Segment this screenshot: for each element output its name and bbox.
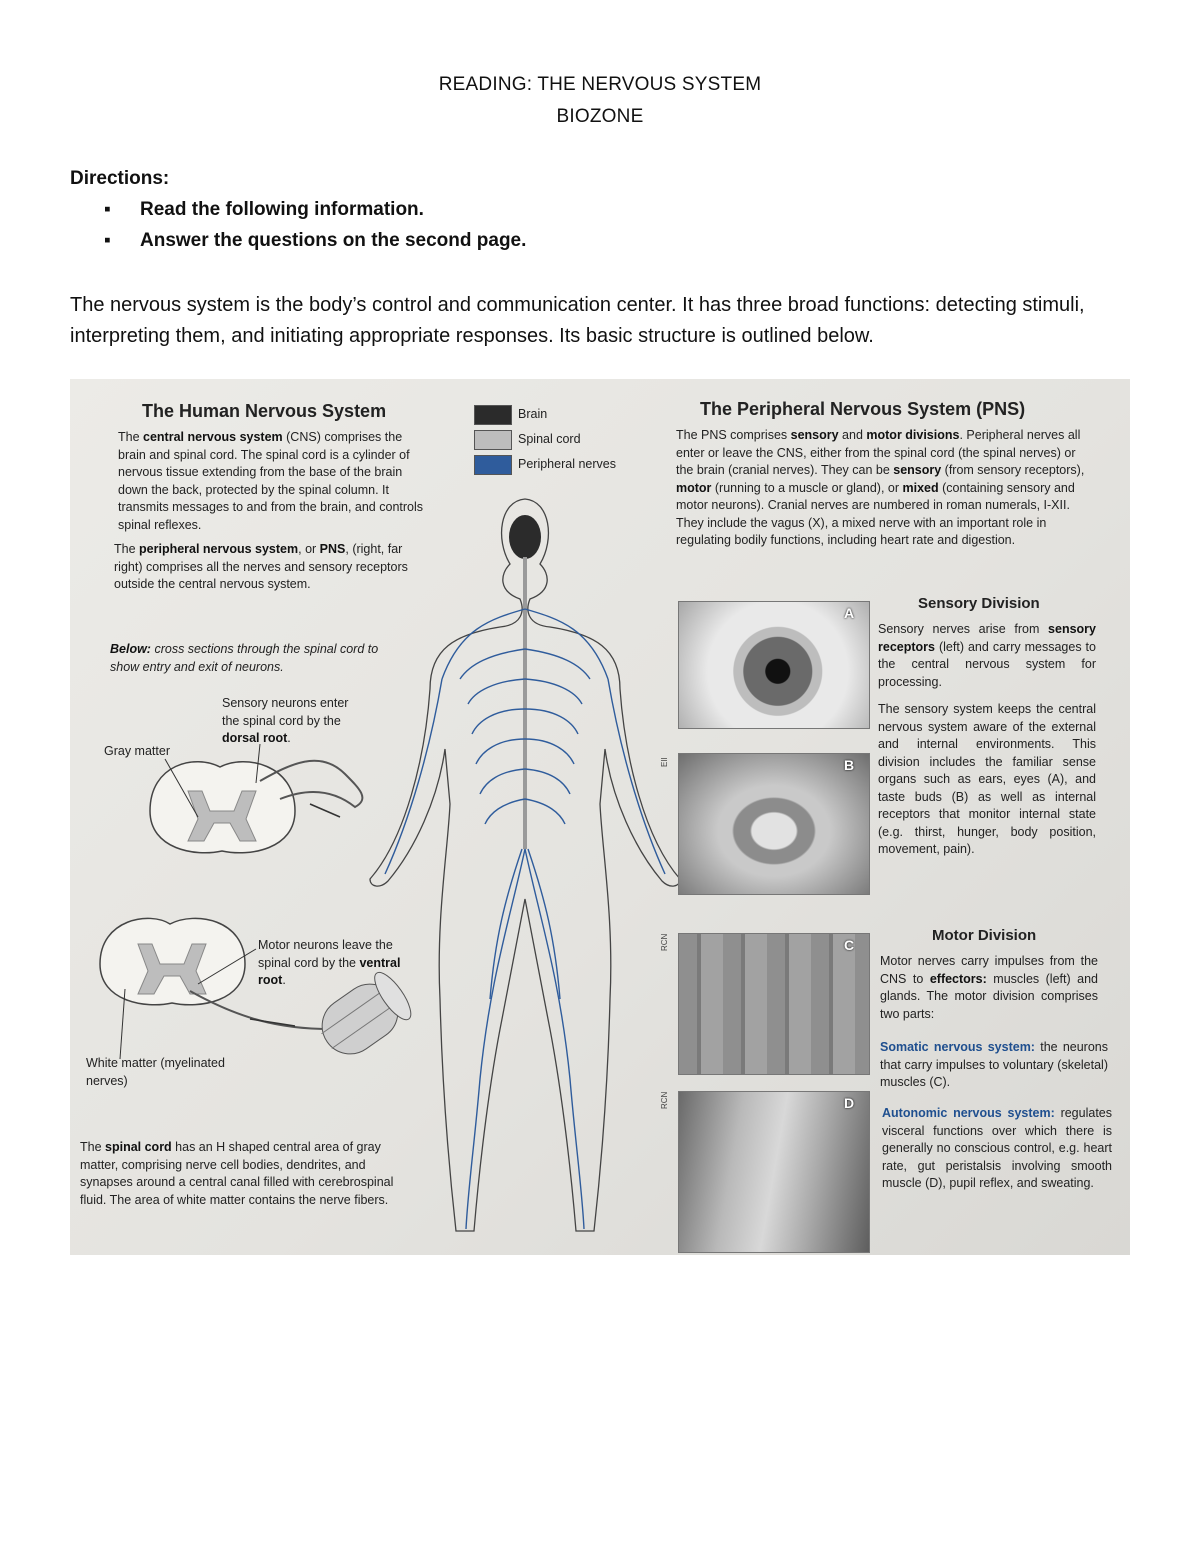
taste-bud-photo: [678, 753, 870, 895]
document-subtitle: BIOZONE: [556, 106, 644, 127]
gray-matter-label: Gray matter: [104, 744, 170, 758]
photo-letter-c: C: [844, 937, 855, 953]
eye-photo: [678, 601, 870, 729]
sensory-division-title: Sensory Division: [918, 595, 1040, 612]
cns-paragraph: The central nervous system (CNS) comprises the brain and spinal cord. The spinal cord is a cylinder of nervous tissue extending from the base of the brain down the back, protected by the spinal column. It transmits messages to and from the brain, and controls spinal reflexes.: [118, 430, 424, 532]
pns-title: The Peripheral Nervous System (PNS): [700, 399, 1026, 419]
ventral-root-section: [100, 918, 417, 1065]
spinal-cord-paragraph: The spinal cord has an H shaped central area of gray matter, comprising nerve cell bodies, dendrites, and synapses around a central canal filled with cerebrospinal fluid. The area of white matter contains the nerve fibers.: [80, 1140, 394, 1207]
photo-letter-b: B: [844, 757, 855, 773]
cross-section-caption: Below: cross sections through the spinal cord to show entry and exit of neurons.: [110, 642, 379, 674]
autonomic-paragraph: Autonomic nervous system: regulates visceral functions over which there is generally no conscious control, e.g. heart rate, gut peristalsis involving smooth muscle (D), pupil reflex, and sweating.: [882, 1106, 1112, 1190]
motor-paragraph: Motor nerves carry impulses from the CNS to effectors: muscles (left) and glands. The motor division comprises two parts:: [880, 954, 1098, 1021]
legend-spinal-cord-swatch: [474, 430, 512, 450]
brain-shape: [509, 515, 541, 559]
sensory-paragraph-2: The sensory system keeps the central nervous system aware of the external and internal environments. This division includes the familiar sense organs such as ears, eyes (A), and taste buds (B) as well as internal receptors that monitor internal state (e.g. thirst, hunger, body position, movement, pain).: [878, 702, 1096, 856]
photo-letter-d: D: [844, 1095, 855, 1111]
dorsal-root-section: [150, 744, 362, 853]
textbook-figure: [70, 379, 1130, 1255]
sensory-paragraph-1: Sensory nerves arise from sensory receptors (left) and carry messages to the central nervous system for processing.: [878, 622, 1096, 689]
legend-brain-swatch: [474, 405, 512, 425]
white-matter-label: White matter (myelinated nerves): [86, 1056, 225, 1088]
bullet-icon: ▪: [104, 199, 111, 220]
smooth-muscle-photo: [678, 1091, 870, 1253]
bullet-icon: ▪: [104, 230, 111, 251]
intro-paragraph: The nervous system is the body’s control and communication center. It has three broad functions: detecting stimuli, interpreting them, and initiating appropriate responses. Its basic structure is outlined below.: [70, 294, 1085, 347]
motor-division-title: Motor Division: [932, 927, 1037, 944]
pns-description: The PNS comprises sensory and motor divisions. Peripheral nerves all enter or leave the CNS, either from the spinal cord (the spinal nerves) or the brain (cranial nerves). They can be sensory (from sensory receptors), motor (running to a muscle or gland), or mixed (containing sensory and motor neurons). Cranial nerves are numbered in roman numerals, I-XII. They include the vagus (X), a mixed nerve with an important role in regulating bodily functions, including heart rate and digestion.: [676, 428, 1085, 547]
legend-spinal-cord-label: Spinal cord: [518, 432, 581, 446]
directions-label: Directions:: [70, 168, 170, 189]
pns-paragraph: The peripheral nervous system, or PNS, (right, far right) comprises all the nerves and sensory receptors outside the central nervous system.: [114, 542, 408, 591]
legend-peripheral-nerves-label: Peripheral nerves: [518, 457, 616, 471]
legend-brain-label: Brain: [518, 407, 548, 421]
legend-peripheral-nerves-swatch: [474, 455, 512, 475]
document-title: READING: THE NERVOUS SYSTEM: [438, 74, 762, 95]
somatic-paragraph: Somatic nervous system: the neurons that carry impulses to voluntary (skeletal) muscles (C).: [880, 1040, 1109, 1089]
sensory-neuron-label: Sensory neurons enter the spinal cord by the dorsal root.: [222, 696, 349, 745]
photo-letter-a: A: [844, 605, 855, 621]
skeletal-muscle-photo: [678, 933, 870, 1075]
motor-neuron-label: Motor neurons leave the spinal cord by the ventral root.: [258, 938, 401, 987]
photo-credit-label: RCN: [660, 1091, 669, 1109]
human-nervous-system-title: The Human Nervous System: [142, 401, 387, 421]
photo-credit-label: RCN: [660, 933, 669, 951]
photo-credit-label: EII: [660, 757, 669, 767]
directions-item: ▪ Answer the questions on the second page.: [104, 230, 527, 251]
directions-item: ▪ Read the following information.: [104, 199, 424, 220]
